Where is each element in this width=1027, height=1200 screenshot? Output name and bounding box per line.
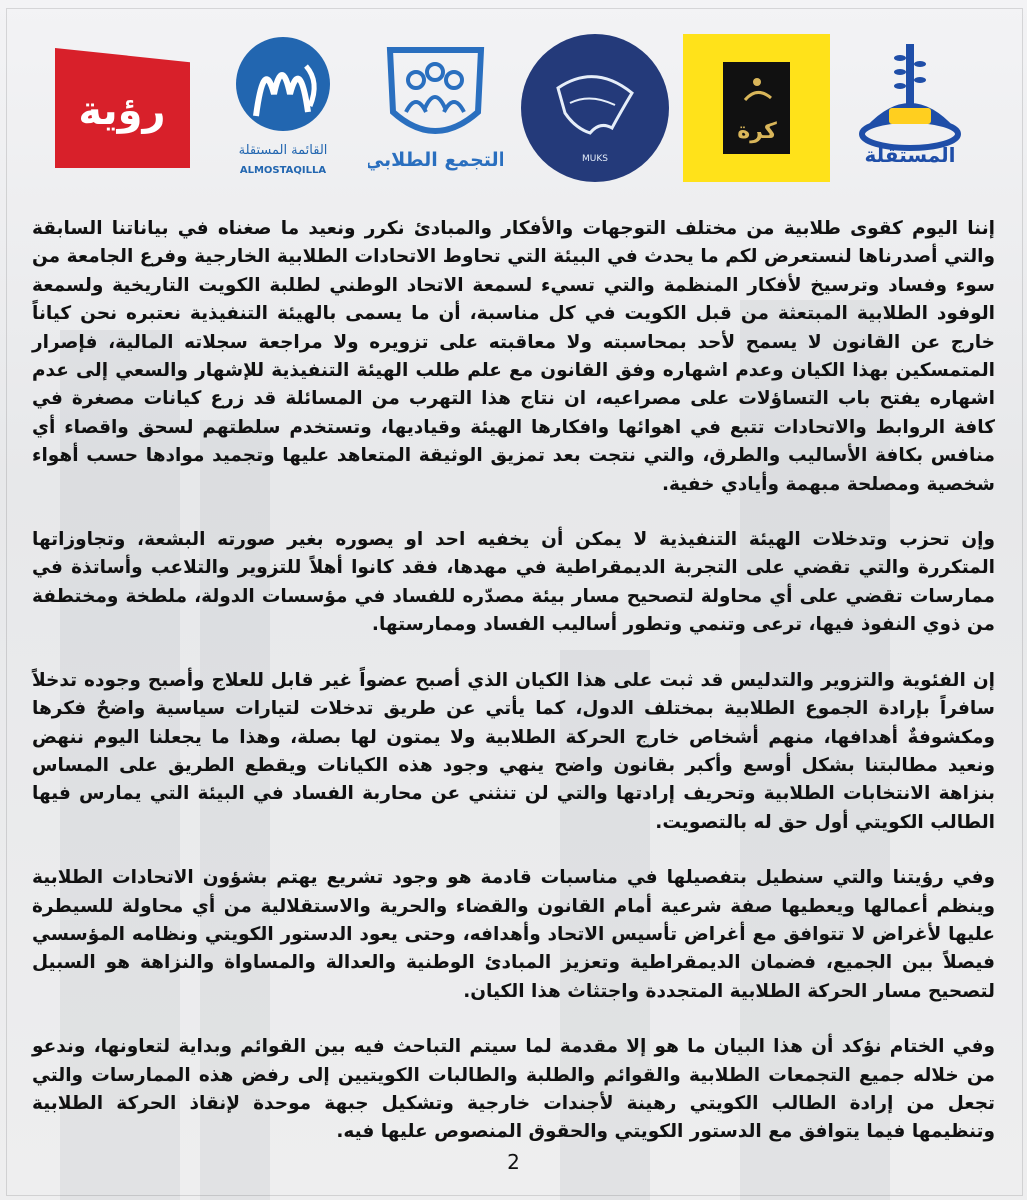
ruaya-caption: رؤية: [78, 88, 166, 134]
page-number: 2: [507, 1150, 520, 1174]
paragraph: وفي رؤيتنا والتي سنطيل بتفصيلها في مناسبات قادمة هو وجود تشريع يهتم بشؤون الاتحادات الطلابية وينظم أعمالها ويعطيها صفة شرعية أمام القانون والقضاء والحرية والاستقلالية من أي محاولة للسيطرة عليها لأغراض لا تتوافق مع أغراض تأسيس الاتحاد وأهدافه، وحتى يعود الدستور الكويتي ونظامه المؤسسي فيصلاً بين الجميع، فضمان الديمقراطية وتعزيز المبادئ الوطنية والعدالة والمساواة والنزاهة هو السبيل لتصحيح مسار الحركة الطلابية المتجددة واجتثاث هذا الكيان.: [32, 867, 995, 1002]
kura-logo: [683, 34, 830, 182]
al-mustaqilla-logo: [855, 38, 965, 168]
qaema-logo: [228, 36, 338, 181]
logo-row: [0, 0, 1027, 200]
ruaya-logo: [55, 48, 190, 168]
qaema-caption-en: ALMOSTAQILLA: [239, 165, 327, 176]
paragraph: إن الفئوية والتزوير والتدليس قد ثبت على هذا الكيان الذي أصبح عضواً غير قابل للعلاج وأصبح وجوده تدخلاً سافراً بإرادة الجموع الطلابية بمختلف الدول، كما يأتي عن طريق تدخلات لتيارات سياسية واضحٌ فكرها ومكشوفةٌ أهدافها، منهم أشخاص خارج الحركة الطلابية ولا يمتون لها بصلة، وهذا ما يجعلنا اليوم ننهض ونعيد مطالبتنا بشكل أوسع وأكبر بقانون واضح ينهي وجود هذه الكيانات ويقطع الطريق على المساس بنزاهة الانتخابات الطلابية وتحريف إرادتها والتي لن تنثني عن محاربة الفساد في البيئة التي يمارس فيها الطالب الكويتي أول حق له بالتصويت.: [32, 669, 995, 833]
paragraph: إننا اليوم كقوى طلابية من مختلف التوجهات والأفكار والمبادئ نكرر ونعيد ما صغناه في بياناتنا السابقة والتي أصدرناها لنستعرض لكم ما يحدث في البيئة التي تحاوط الاتحادات الطلابية الخارجية وفرع الجامعة من سوء وفساد وترسيخ لأفكار المنظمة والتي تسيء لسمعة الاتحاد الوطني لطلبة الكويت التاريخية ولسمعة الوفود الطلابية المبتعثة من قبل الكويت في كل مناسبة، أن ما يسمى بالهيئة التنفيذية نعتبره نحن كياناً خارج عن القانون لا يسمح لأحد بمحاسبته ولا معاقبته على تزويره ولا مراجعة سجلاته المالية، فإصرار المتمسكين بهذا الكيان وعدم اشهاره وفق القانون مع علم طلب الهيئة التنفيذية للإشهار والسعي إلى عدم اشهاره يفتح باب التساؤلات على مصراعيه، ان نتاج هذا التهرب من المسائلة قد زرع كيانات مصغرة في كافة الروابط والاتحادات تتبع في اهوائها وافكارها الهيئة وقياديها، وتستخدم سلطتهم لسحق واقصاء أي منافس بكافة الأساليب والطرق، والتي نتجت بعد تمزيق الوثيقة المتعاهد عليها وتجميد موادها حسب أهواء شخصية ومصلحة مبهمة وأيادي خفية.: [32, 218, 995, 495]
al-mustaqilla-caption: المستقلة: [864, 143, 956, 167]
tajamu-logo: [368, 42, 503, 177]
qaema-caption-ar: القائمة المستقلة: [238, 143, 328, 158]
tajamu-caption: التجمع الطلابي: [368, 149, 503, 171]
paragraph: وفي الختام نؤكد أن هذا البيان ما هو إلا مقدمة لما سيتم التباحث فيه بين القوائم وبداية لتعاونها، وندعو من خلاله جميع التجمعات الطلابية والقوائم والطلبة والطالبات الكويتيين إلى رفض هذه الممارسات والتي تجعل من إرادة الطالب الكويتي رهينة لأجندات خارجية وتشكيل جبهة موحدة لإنقاذ الحركة الطلابية وتنظيمها فيما يتوافق مع الدستور الكويتي والحقوق المنصوص عليها فيه.: [32, 1036, 995, 1143]
statement-body: [32, 215, 995, 1174]
kura-caption: كرة: [737, 119, 777, 144]
muks-caption: MUKS: [582, 154, 608, 164]
muks-logo: [520, 33, 670, 183]
paragraph: وإن تحزب وتدخلات الهيئة التنفيذية لا يمكن أن يخفيه احد او يصوره بغير صورته البشعة، وتجاوزاتها المتكررة والتي تقضي على التجربة الديمقراطية في مهدها، فقد كانوا أهلاً للتزوير والتلاعب وأساتذة في ممارسات تقضي على أي محاولة لتصحيح مسار بيئة مصدّره للفساد في مؤسسات الدولة، ملطخة ومختطفة من ذوي النفوذ فيها، ترعى وتنمي وتطور أساليب الفساد وممارستها.: [32, 529, 995, 636]
